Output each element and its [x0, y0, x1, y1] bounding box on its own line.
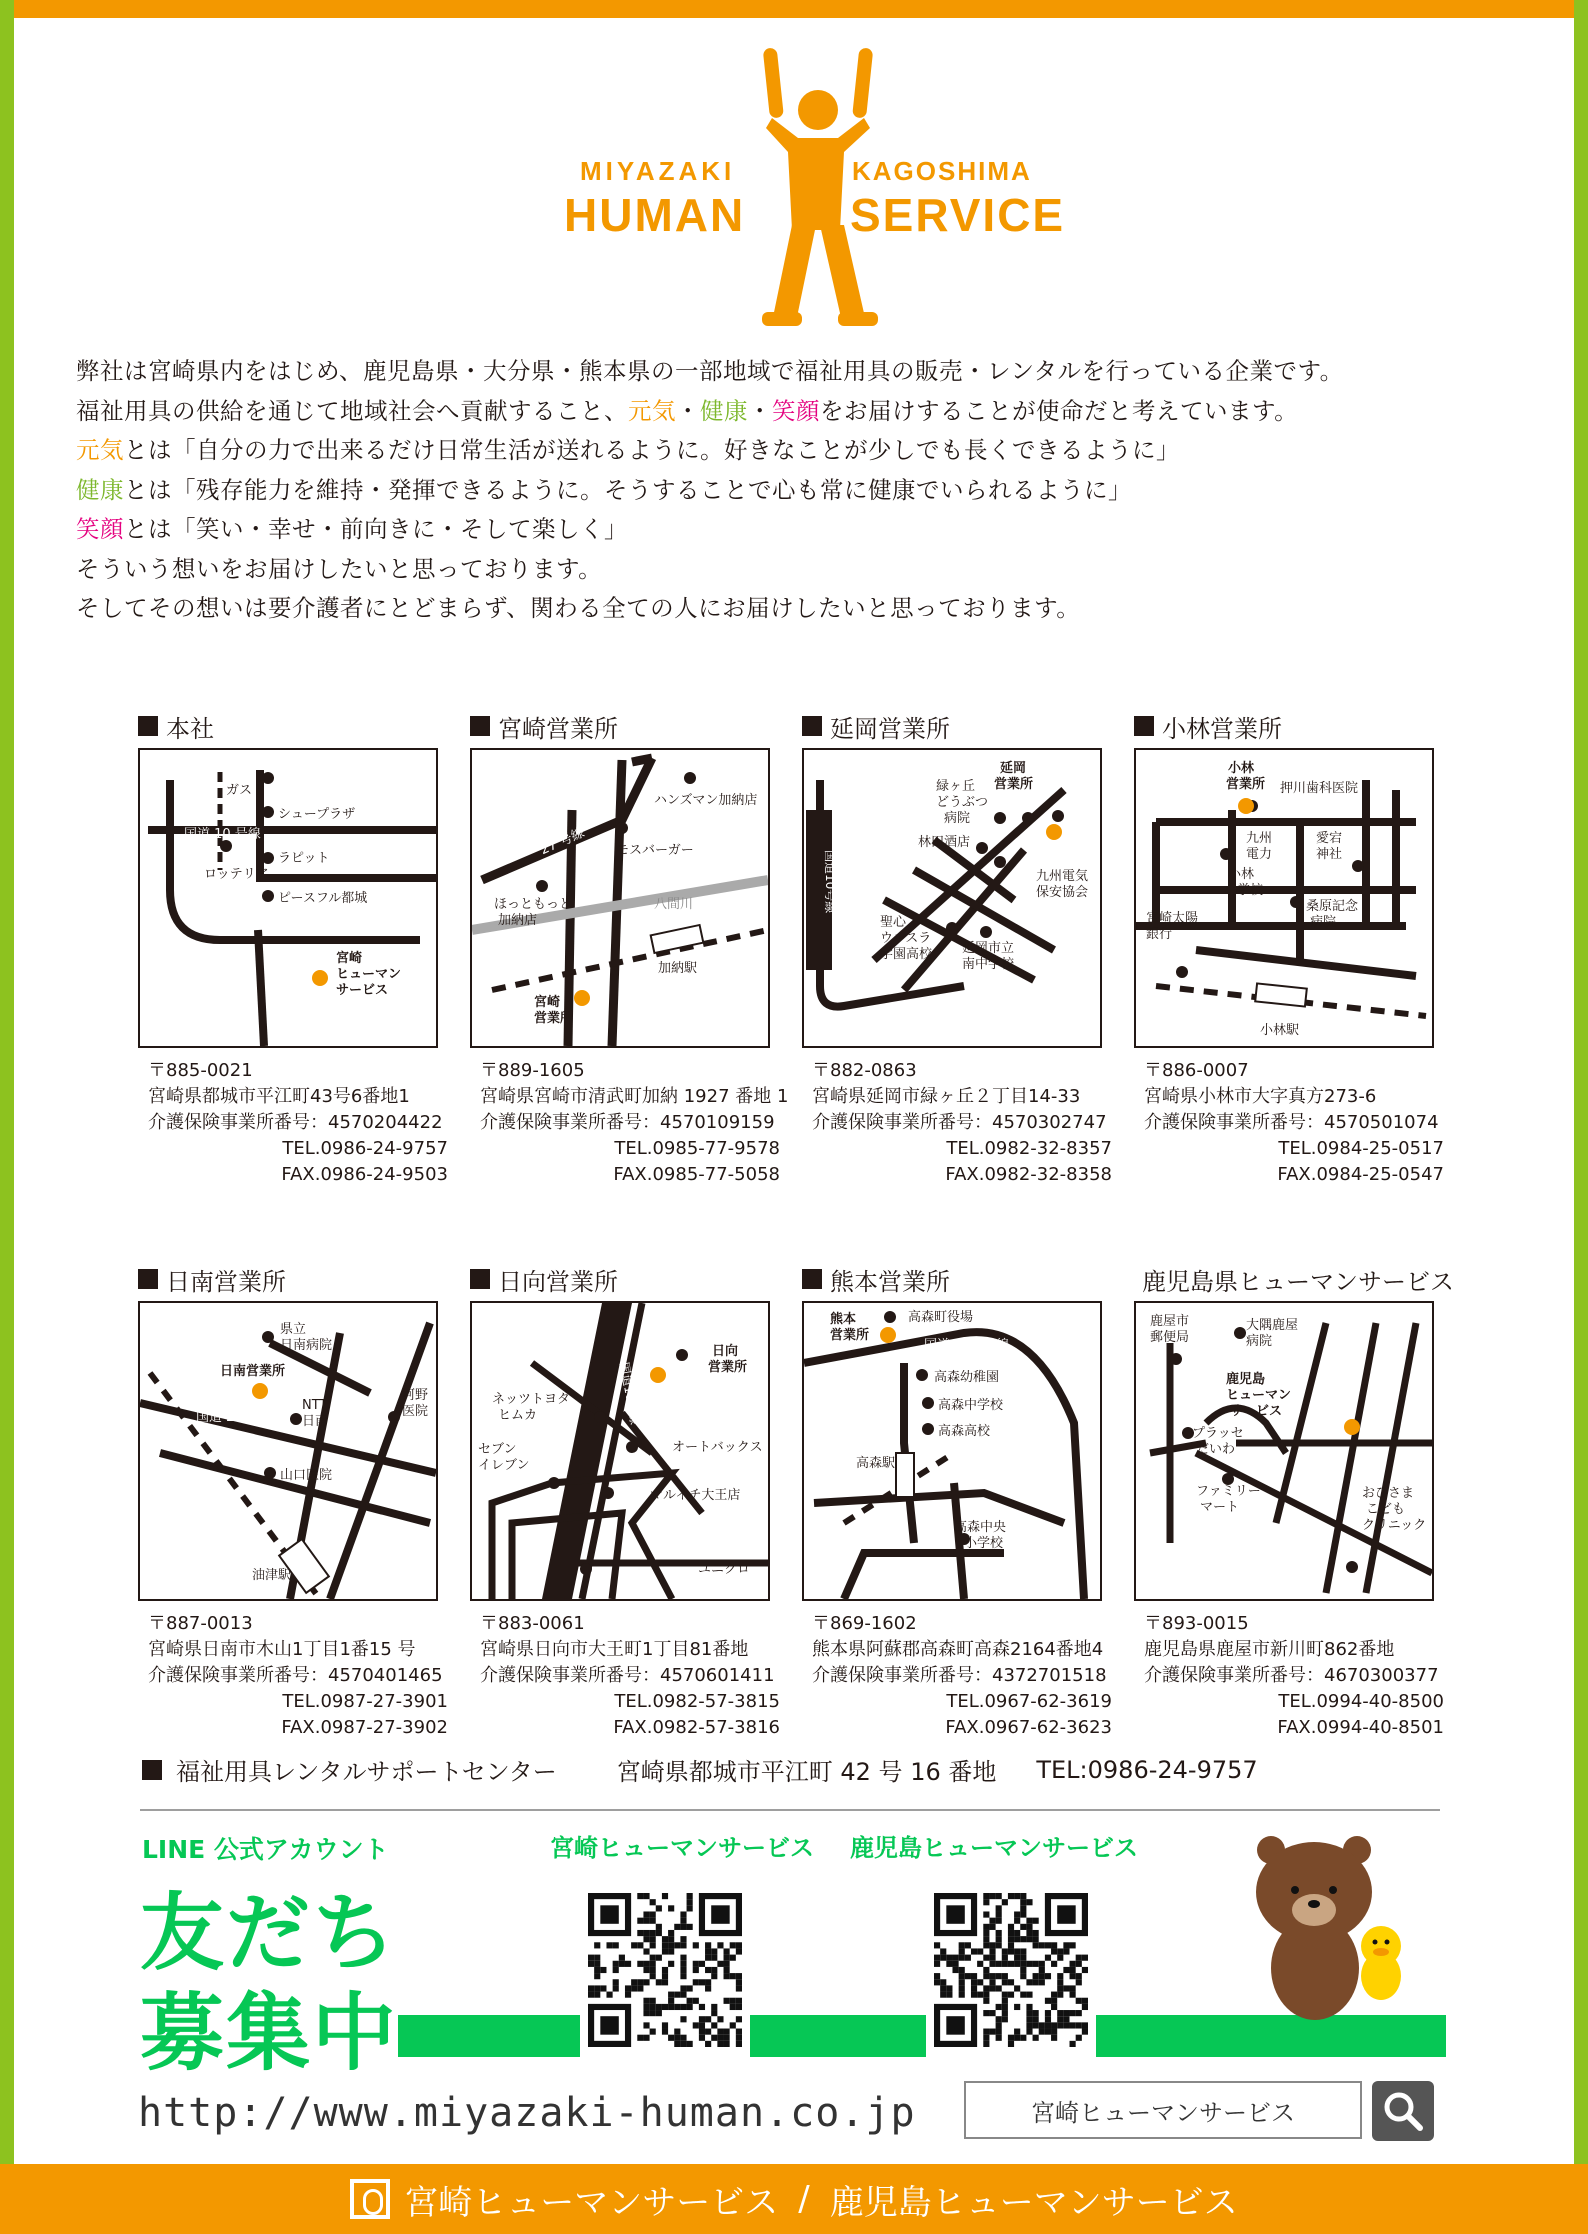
office-honsha — [138, 710, 448, 1185]
svg-text:営業所: 営業所 — [1226, 777, 1266, 792]
office-nobeoka — [802, 710, 1112, 1185]
svg-text:ユニクロ: ユニクロ — [698, 1562, 751, 1577]
left-border — [0, 0, 14, 2234]
search-icon — [1372, 2081, 1434, 2141]
svg-text:医院: 医院 — [402, 1404, 429, 1419]
svg-text:営業所: 営業所 — [994, 777, 1034, 792]
svg-text:セブン: セブン — [478, 1442, 517, 1457]
svg-text:九州電気: 九州電気 — [1036, 869, 1089, 884]
office-name: 日南営業所 — [166, 1267, 286, 1296]
brand-miyazaki: MIYAZAKI — [580, 156, 736, 186]
svg-text:サービス: サービス — [1230, 1404, 1283, 1419]
qr-miyazaki: 宮崎ヒューマンサービス — [550, 1828, 780, 1863]
office-hyuga — [470, 1263, 780, 1738]
office-miyazaki — [470, 710, 789, 1185]
svg-text:27 号線: 27 号線 — [538, 825, 587, 859]
svg-text:サービス: サービス — [336, 983, 389, 998]
office-name: 日向営業所 — [498, 1267, 618, 1296]
svg-text:電力: 電力 — [1246, 847, 1273, 862]
office-map — [802, 748, 1102, 1048]
svg-text:ヒムカ: ヒムカ — [498, 1408, 538, 1423]
svg-text:国道10号線: 国道10号線 — [823, 850, 837, 914]
support-tel: TEL:0986-24-9757 — [1036, 1755, 1258, 1784]
line-recruiting-text: 募集中 — [140, 1984, 399, 2082]
svg-text:加納店: 加納店 — [498, 913, 538, 928]
line-account-title: LINE 公式アカウント — [142, 1835, 389, 1864]
intro-line-7: そしてその想いは要介護者にとどまらず、関わる全ての人にお届けしたいと思っております。 — [76, 594, 1081, 622]
svg-text:国道 325 号線: 国道 325 号線 — [924, 1338, 1010, 1353]
svg-text:日南営業所: 日南営業所 — [220, 1364, 286, 1379]
svg-text:シュープラザ: シュープラザ — [278, 807, 356, 822]
office-address: 〒887-0013 宮崎県日南市木山1丁目1番15 号 介護保険事業所番号：4570401465 TEL.0987-27-3901 FAX.0987-27-3902 — [148, 1613, 448, 1738]
svg-text:高森高校: 高森高校 — [938, 1424, 991, 1439]
support-name: 福祉用具レンタルサポートセンター — [176, 1758, 557, 1786]
svg-text:八間川: 八間川 — [654, 897, 694, 912]
bear-mascot-icon — [1245, 1828, 1415, 2028]
svg-text:クリニック: クリニック — [1362, 1518, 1427, 1533]
svg-text:モスバーガー: モスバーガー — [616, 843, 694, 858]
svg-text:油津駅: 油津駅 — [252, 1568, 292, 1583]
svg-text:聖心: 聖心 — [880, 915, 907, 930]
svg-text:ハンズマン加納店: ハンズマン加納店 — [654, 793, 758, 808]
line-friends-text: 友だち — [140, 1884, 399, 1982]
svg-text:プラッセ: プラッセ — [1192, 1426, 1244, 1441]
svg-text:マート: マート — [1200, 1500, 1240, 1515]
svg-text:南中学校: 南中学校 — [962, 957, 1015, 972]
qr-kagoshima: 鹿児島ヒューマンサービス — [860, 1828, 1090, 1863]
svg-text:ラピット: ラピット — [278, 851, 330, 866]
office-map — [138, 748, 438, 1048]
svg-text:河野: 河野 — [402, 1388, 429, 1403]
svg-text:鹿児島: 鹿児島 — [1226, 1372, 1266, 1387]
intro-line-egao: 笑顔とは「笑い・幸せ・前向きに・そして楽しく」 — [76, 515, 628, 543]
svg-text:神社: 神社 — [1316, 847, 1343, 862]
svg-text:日南病院: 日南病院 — [280, 1338, 333, 1353]
svg-text:オートバックス: オートバックス — [672, 1440, 763, 1455]
search-input[interactable]: 宮崎ヒューマンサービス — [964, 2081, 1362, 2139]
brand-service: SERVICE — [850, 189, 1066, 241]
svg-text:ウルスラ: ウルスラ — [880, 931, 932, 946]
svg-text:保安協会: 保安協会 — [1036, 885, 1089, 900]
svg-text:林田酒店: 林田酒店 — [918, 835, 971, 850]
svg-text:小林駅: 小林駅 — [1260, 1023, 1300, 1038]
svg-text:押川歯科医院: 押川歯科医院 — [1280, 781, 1359, 796]
svg-text:国道 222 号線: 国道 222 号線 — [196, 1410, 282, 1425]
office-kobayashi — [1134, 710, 1444, 1185]
svg-text:国道 10 号線: 国道 10 号線 — [184, 827, 261, 842]
company-logo-icon — [350, 2179, 390, 2219]
office-address: 〒889-1605 宮崎県宮崎市清武町加納 1927 番地 1 介護保険事業所番号：4570109159 TEL.0985-77-9578 FAX.0985-77-5058 — [480, 1060, 789, 1185]
svg-text:大隅鹿屋: 大隅鹿屋 — [1246, 1318, 1299, 1333]
office-map — [138, 1301, 438, 1601]
svg-text:小学校: 小学校 — [964, 1536, 1004, 1551]
svg-text:だいわ: だいわ — [1196, 1442, 1236, 1457]
svg-text:ヒューマン: ヒューマン — [1226, 1388, 1292, 1403]
svg-text:加納駅: 加納駅 — [658, 961, 698, 976]
svg-text:郵便局: 郵便局 — [1150, 1330, 1190, 1345]
svg-text:高森駅: 高森駅 — [856, 1456, 896, 1471]
intro-line-6: そういう想いをお届けしたいと思っております。 — [76, 554, 603, 583]
office-map — [470, 1301, 770, 1601]
office-address: 〒886-0007 宮崎県小林市大字真方273-6 介護保険事業所番号：4570501074 TEL.0984-25-0517 FAX.0984-25-0547 — [1144, 1060, 1444, 1185]
right-border — [1574, 0, 1588, 2234]
svg-text:学園高校: 学園高校 — [880, 947, 933, 962]
office-address: 〒883-0061 宮崎県日向市大王町1丁目81番地 介護保険事業所番号：4570601411 TEL.0982-57-3815 FAX.0982-57-3816 — [480, 1613, 780, 1738]
svg-text:高森幼稚園: 高森幼稚園 — [934, 1370, 1000, 1385]
svg-text:熊本: 熊本 — [830, 1312, 857, 1327]
svg-text:宮崎: 宮崎 — [534, 995, 561, 1010]
svg-text:延岡市立: 延岡市立 — [962, 941, 1015, 956]
svg-text:イレブン: イレブン — [478, 1458, 530, 1473]
svg-text:おひさま: おひさま — [1362, 1486, 1415, 1501]
brand-logo — [540, 40, 1100, 340]
office-map — [1134, 1301, 1434, 1601]
svg-text:ガスト: ガスト — [226, 783, 266, 798]
svg-text:NTT: NTT — [302, 1398, 328, 1413]
office-name: 小林営業所 — [1162, 714, 1282, 743]
svg-text:ネッツトヨタ: ネッツトヨタ — [492, 1392, 571, 1407]
svg-text:小林: 小林 — [1228, 761, 1255, 776]
svg-text:九州: 九州 — [1246, 831, 1273, 846]
svg-text:桑原記念: 桑原記念 — [1306, 899, 1359, 914]
svg-text:小学校: 小学校 — [1224, 883, 1264, 898]
office-name: 熊本営業所 — [830, 1267, 950, 1296]
footer-bar — [0, 2164, 1588, 2234]
support-address: 宮崎県都城市平江町 42 号 16 番地 — [616, 1758, 997, 1786]
office-address: 〒893-0015 鹿児島県鹿屋市新川町862番地 介護保険事業所番号：4670300377 TEL.0994-40-8500 FAX.0994-40-8501 — [1144, 1613, 1444, 1738]
support-center — [142, 1752, 1442, 1787]
svg-text:営業所: 営業所 — [830, 1328, 870, 1343]
svg-text:こども: こども — [1366, 1502, 1406, 1517]
svg-text:銀行: 銀行 — [1146, 927, 1173, 942]
svg-text:ほっともっと: ほっともっと — [494, 897, 573, 912]
svg-text:山口医院: 山口医院 — [280, 1468, 333, 1483]
intro-line-kenko: 健康とは「残存能力を維持・発揮できるように。そうすることで心も常に健康でいられるように」 — [76, 475, 1132, 504]
footer-kagoshima: 鹿児島ヒューマンサービス — [829, 2182, 1238, 2223]
svg-text:鹿屋市: 鹿屋市 — [1150, 1314, 1190, 1329]
svg-text:病院: 病院 — [944, 811, 971, 826]
svg-text:高森町役場: 高森町役場 — [908, 1310, 974, 1325]
svg-text:緑ヶ丘: 緑ヶ丘 — [936, 779, 976, 794]
office-map — [802, 1301, 1102, 1601]
svg-text:日南: 日南 — [302, 1414, 329, 1429]
svg-text:宮崎: 宮崎 — [336, 951, 363, 966]
svg-text:ロッテリア: ロッテリア — [204, 867, 269, 882]
qr-code-icon[interactable] — [926, 1880, 1096, 2060]
office-address: 〒882-0863 宮崎県延岡市緑ヶ丘２丁目14-33 介護保険事業所番号：4570302747 TEL.0982-32-8357 FAX.0982-32-8358 — [812, 1060, 1112, 1185]
office-kagoshima — [1134, 1263, 1454, 1738]
svg-text:宮崎太陽: 宮崎太陽 — [1146, 911, 1199, 926]
search-button[interactable] — [1372, 2081, 1434, 2141]
top-accent-bar — [0, 0, 1588, 18]
brand-kagoshima: KAGOSHIMA — [852, 156, 1032, 186]
svg-text:延岡: 延岡 — [1000, 761, 1027, 776]
svg-text:ピースフル都城: ピースフル都城 — [278, 891, 368, 906]
office-map — [470, 748, 770, 1048]
office-kumamoto — [802, 1263, 1112, 1738]
svg-text:高森中学校: 高森中学校 — [938, 1398, 1004, 1413]
svg-text:小林: 小林 — [1228, 867, 1255, 882]
office-map — [1134, 748, 1434, 1048]
svg-text:国道10号線: 国道10号線 — [617, 1361, 642, 1426]
svg-text:営業所: 営業所 — [534, 1011, 574, 1026]
qr-code-icon[interactable] — [580, 1880, 750, 2060]
office-nichinan — [138, 1263, 448, 1738]
footer-separator: / — [798, 2179, 810, 2219]
brand-human: HUMAN — [564, 189, 746, 241]
office-name: 本社 — [166, 714, 214, 743]
svg-text:営業所: 営業所 — [708, 1360, 748, 1375]
website-url[interactable]: http://www.miyazaki-human.co.jp — [138, 2090, 916, 2136]
svg-text:マルイチ大王店: マルイチ大王店 — [650, 1488, 741, 1503]
svg-text:日向: 日向 — [712, 1344, 739, 1359]
intro-line-genki: 元気とは「自分の力で出来るだけ日常生活が送れるように。好きなことが少しでも長くできるように」 — [76, 436, 1180, 464]
svg-text:ファミリー: ファミリー — [1196, 1484, 1261, 1499]
intro-line-2: 福祉用具の供給を通じて地域社会へ貢献すること、元気・健康・笑顔をお届けすることが使命だと考えています。 — [76, 396, 1299, 425]
office-name: 延岡営業所 — [830, 714, 950, 743]
office-name: 宮崎営業所 — [498, 714, 618, 743]
svg-text:高森中央: 高森中央 — [954, 1520, 1007, 1535]
office-name: 鹿児島県ヒューマンサービス — [1142, 1267, 1454, 1296]
intro-text — [76, 352, 1536, 629]
svg-text:病院: 病院 — [1310, 915, 1337, 930]
svg-text:病院: 病院 — [1246, 1334, 1273, 1349]
bullet-square-icon — [142, 1760, 162, 1780]
office-address: 〒869-1602 熊本県阿蘇郡高森町高森2164番地4 介護保険事業所番号：4372701518 TEL.0967-62-3619 FAX.0967-62-3623 — [812, 1613, 1112, 1738]
svg-text:愛宕: 愛宕 — [1316, 831, 1343, 846]
svg-text:ヒューマン: ヒューマン — [336, 967, 402, 982]
intro-line-1: 弊社は宮崎県内をはじめ、鹿児島県・大分県・熊本県の一部地域で福祉用具の販売・レンタルを行っている企業です。 — [76, 357, 1344, 385]
divider — [140, 1809, 1440, 1811]
svg-text:どうぶつ: どうぶつ — [936, 795, 989, 810]
office-address: 〒885-0021 宮崎県都城市平江町43号6番地1 介護保険事業所番号：4570204422 TEL.0986-24-9757 FAX.0986-24-9503 — [148, 1060, 448, 1185]
svg-text:県立: 県立 — [280, 1322, 307, 1337]
footer-miyazaki: 宮崎ヒューマンサービス — [404, 2182, 779, 2223]
